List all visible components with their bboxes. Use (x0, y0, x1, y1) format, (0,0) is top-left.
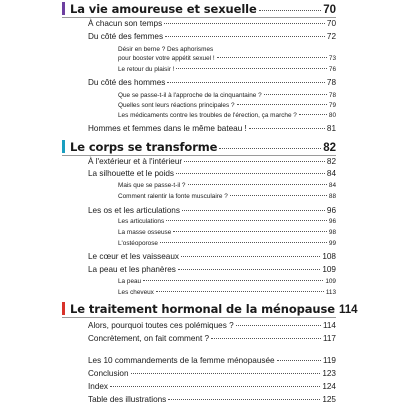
chapter-1-rule (62, 17, 336, 18)
leader-dots (259, 10, 321, 11)
chapter-3-title: Le traitement hormonal de la ménopause (70, 302, 335, 316)
toc-subentry: Les articulations 96 (118, 218, 336, 225)
chapter-2-accent-bar (62, 140, 65, 153)
chapter-1-accent-bar (62, 2, 65, 15)
toc-entry: À l'extérieur et à l'intérieur 82 (88, 157, 336, 166)
chapter-2-page: 82 (323, 142, 336, 154)
toc-entry: Hommes et femmes dans le même bateau ! 81 (88, 124, 336, 133)
toc-subentry: Les cheveux 113 (118, 289, 336, 296)
toc-entry: Index 124 (88, 382, 336, 391)
toc-entry: Les os et les articulations 96 (88, 206, 336, 215)
chapter-3-accent-bar (62, 302, 65, 315)
chapter-2-title: Le corps se transforme (70, 140, 218, 154)
toc-entry: Du côté des femmes 72 (88, 32, 336, 41)
toc-subentry: Les médicaments contre les troubles de l'érection, ça marche ? 80 (118, 112, 336, 119)
chapter-1-page: 70 (323, 4, 336, 16)
toc-entry: Concrètement, on fait comment ? 117 (88, 334, 336, 343)
toc-entry: Alors, pourquoi toutes ces polémiques ? 114 (88, 321, 336, 330)
chapter-3-rule (62, 317, 336, 318)
leader-dots (219, 148, 321, 149)
chapter-3-page: 114 (338, 304, 358, 316)
toc-entry: Le cœur et les vaisseaux 108 (88, 252, 336, 261)
toc-subentry: L'ostéoporose 99 (118, 240, 336, 247)
toc-entry: Les 10 commandements de la femme ménopausée 119 (88, 356, 336, 365)
toc-subentry: pour booster votre appétit sexuel ! 73 (118, 55, 336, 62)
chapter-1-title: La vie amoureuse et sexuelle (70, 2, 257, 16)
toc-subentry: Que se passe-t-il à l'approche de la cinquantaine ? 78 (118, 92, 336, 99)
toc-subentry: La peau 109 (118, 278, 336, 285)
toc-subentry: Quelles sont leurs réactions principales ? 79 (118, 102, 336, 109)
toc-entry: Du côté des hommes 78 (88, 78, 336, 87)
toc-subentry: La masse osseuse 98 (118, 229, 336, 236)
chapter-3-heading (70, 302, 358, 316)
chapter-2-heading (70, 140, 336, 154)
toc-entry: La peau et les phanères 109 (88, 265, 336, 274)
toc-subentry: Mais que se passe-t-il ? 84 (118, 182, 336, 189)
toc-subentry: Le retour du plaisir ! 76 (118, 66, 336, 73)
toc-entry: À chacun son temps 70 (88, 19, 336, 28)
toc-entry: La silhouette et le poids 84 (88, 169, 336, 178)
toc-entry: Table des illustrations 125 (88, 395, 336, 404)
chapter-2-rule (62, 155, 336, 156)
toc-subentry-line1: Désir en berne ? Des aphorismes (118, 46, 214, 53)
toc-entry: Conclusion 123 (88, 369, 336, 378)
chapter-1-heading (70, 2, 336, 16)
toc-subentry: Comment ralentir la fonte musculaire ? 88 (118, 193, 336, 200)
